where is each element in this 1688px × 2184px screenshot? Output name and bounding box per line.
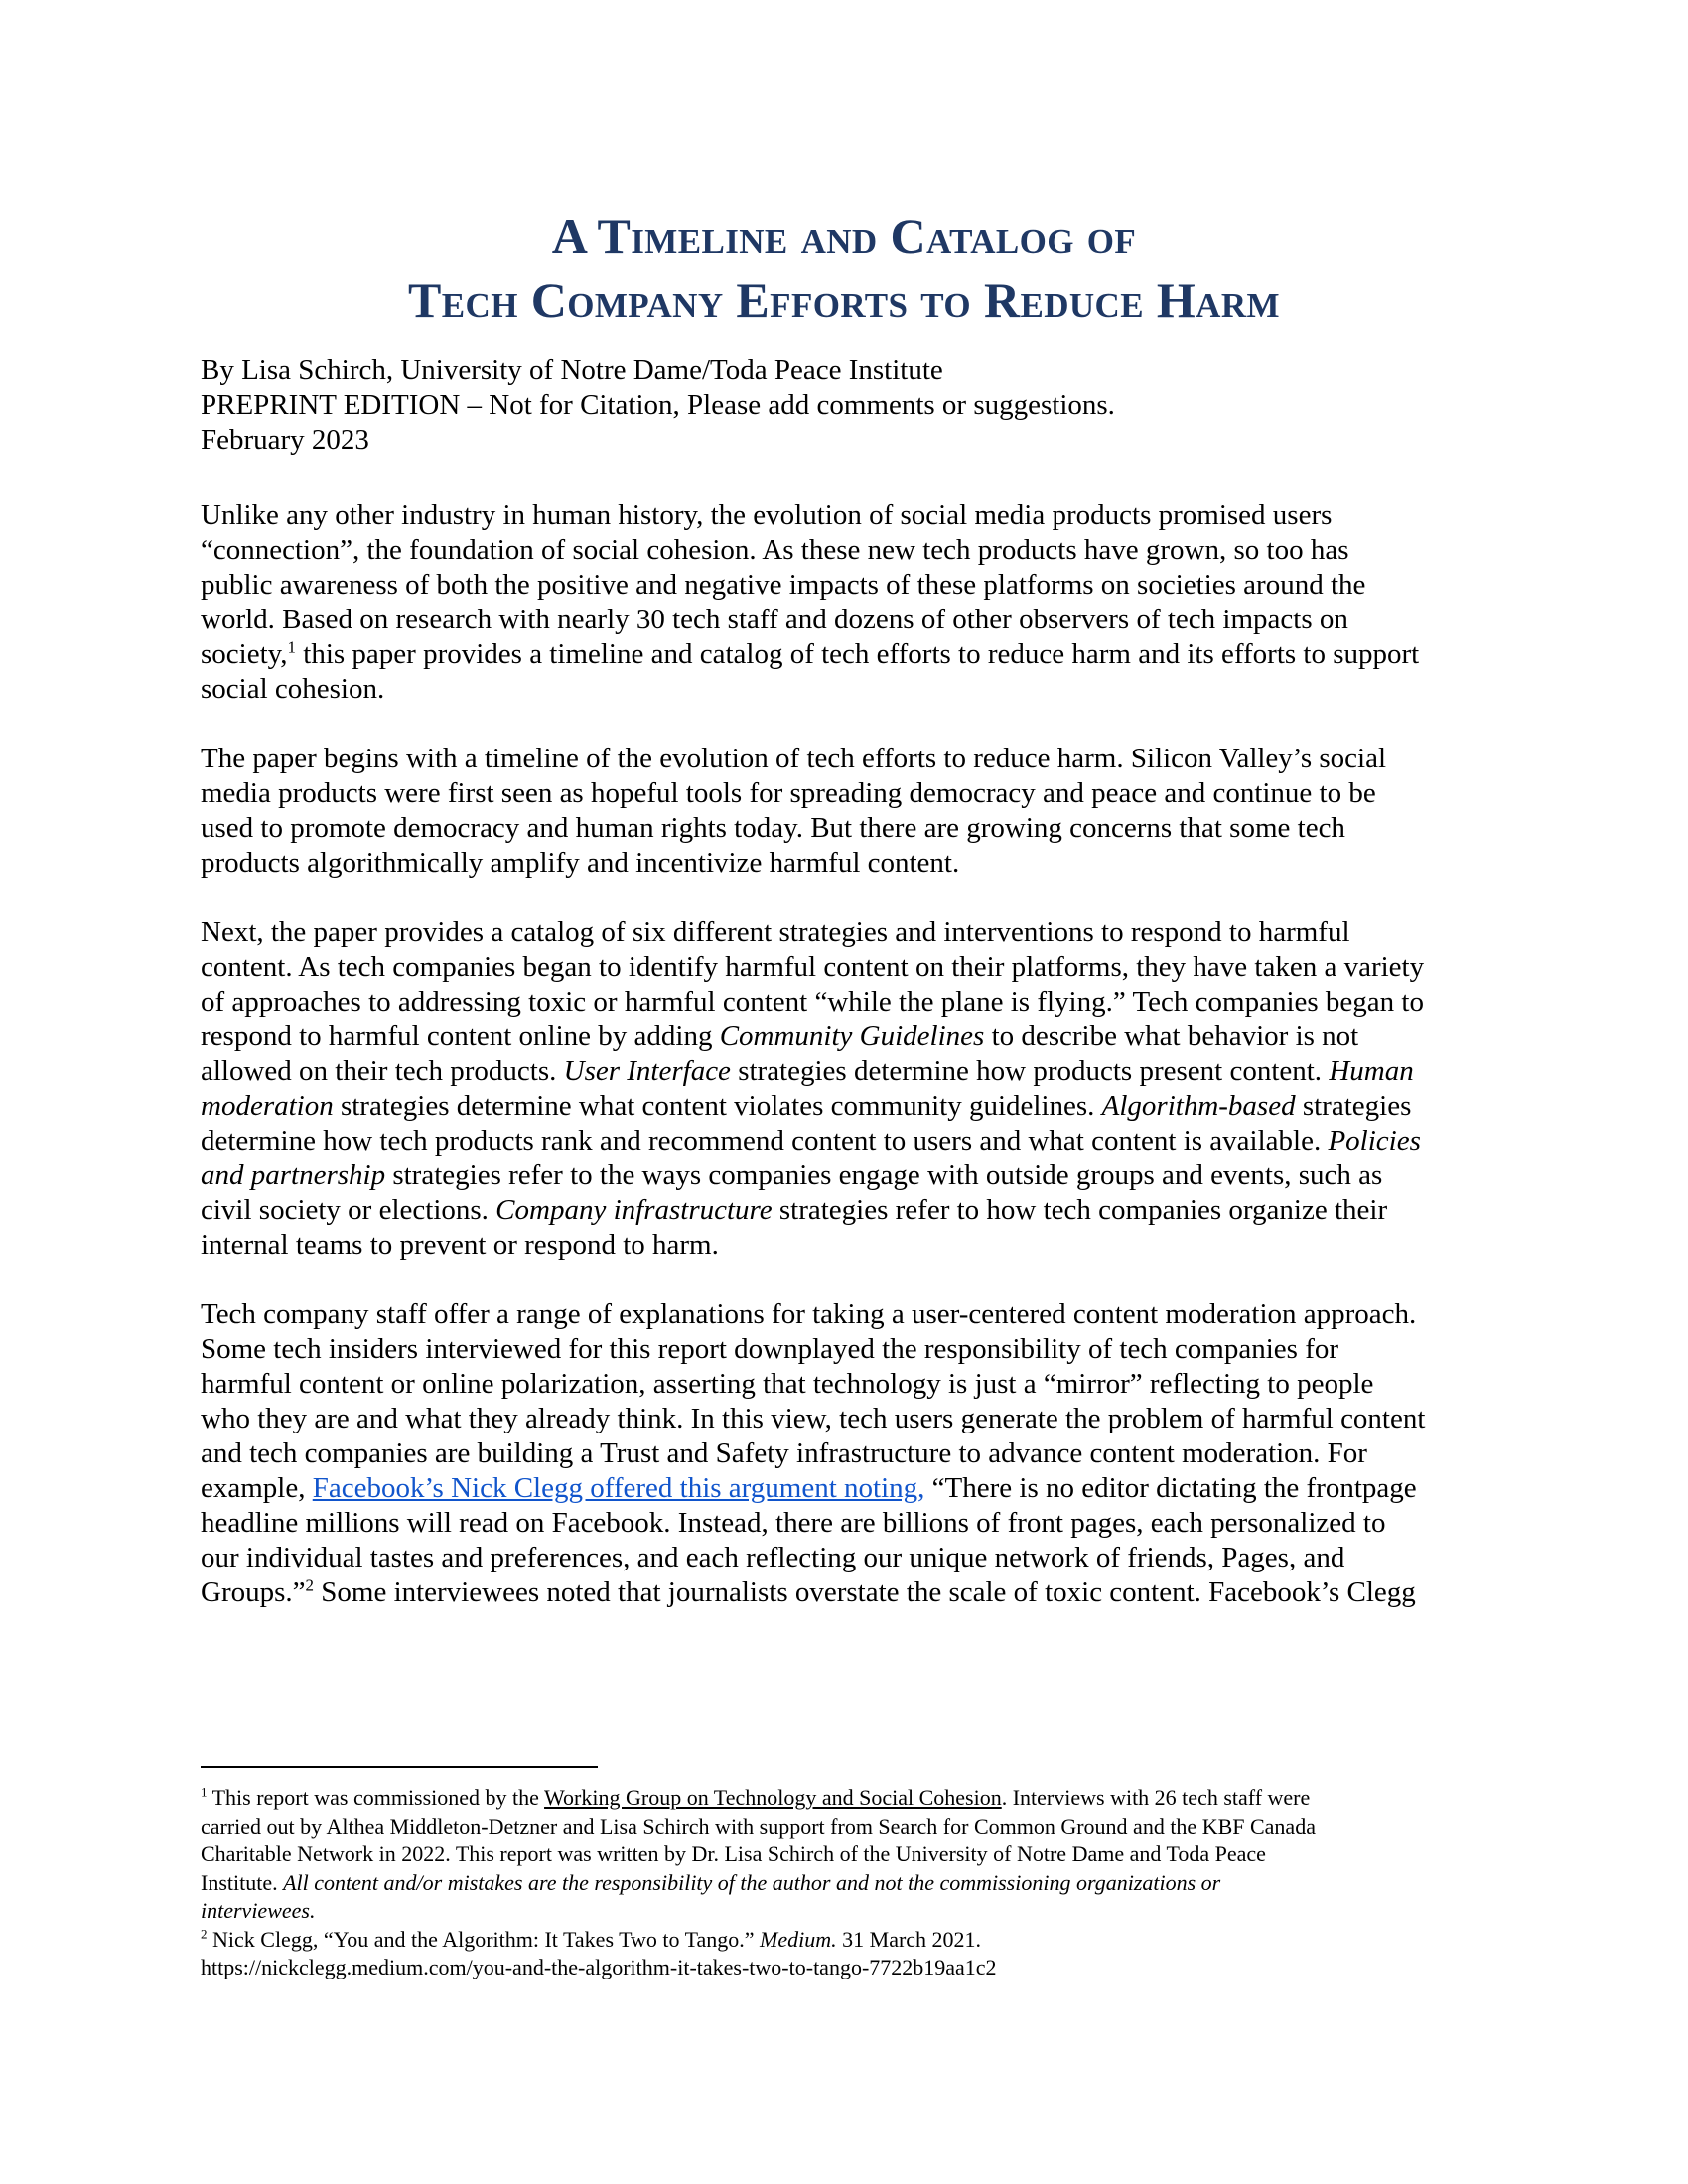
text-line: Some tech insiders interviewed for this report downplayed the responsibility of tech companies for bbox=[201, 1333, 1339, 1365]
text-line: headline millions will read on Facebook. Instead, there are billions of front pages, each personalized to bbox=[201, 1507, 1386, 1539]
text-run: civil society or elections. bbox=[201, 1194, 496, 1226]
text-run: 31 March 2021. bbox=[836, 1926, 982, 1952]
footnotes bbox=[201, 1784, 1491, 1982]
text-line: carried out by Althea Middleton-Detzner and Lisa Schirch with support from Search for Common Ground and the KBF Canada bbox=[201, 1813, 1316, 1839]
text-line bbox=[201, 1054, 1491, 1089]
text-line: harmful content or online polarization, asserting that technology is just a “mirror” reflecting to people bbox=[201, 1368, 1374, 1400]
text-line: social cohesion. bbox=[201, 673, 385, 705]
text-line: “connection”, the foundation of social cohesion. As these new tech products have grown, so too has bbox=[201, 534, 1349, 566]
text-run: society, bbox=[201, 638, 288, 670]
text-run: This report was commissioned by the bbox=[207, 1785, 545, 1810]
text-line bbox=[201, 1124, 1491, 1159]
text-line: our individual tastes and preferences, and each reflecting our unique network of friends, Pages, and bbox=[201, 1542, 1345, 1573]
date-line: February 2023 bbox=[201, 424, 369, 456]
edition-line: PREPRINT EDITION – Not for Citation, Please add comments or suggestions. bbox=[201, 389, 1115, 421]
text-line: Next, the paper provides a catalog of six different strategies and interventions to respond to harmful bbox=[201, 916, 1350, 948]
body-text bbox=[201, 498, 1491, 1645]
text-line bbox=[201, 1575, 1491, 1610]
emphasis: Human bbox=[1329, 1055, 1414, 1087]
document-title bbox=[0, 205, 1688, 332]
paragraph-explanations bbox=[201, 1297, 1491, 1610]
text-line bbox=[201, 1089, 1491, 1124]
text-line: Unlike any other industry in human history, the evolution of social media products promised users bbox=[201, 499, 1333, 531]
text-line: media products were first seen as hopeful tools for spreading democracy and peace and continue to be bbox=[201, 777, 1376, 809]
medium-article-url[interactable]: https://nickclegg.medium.com/you-and-the-algorithm-it-takes-two-to-tango-7722b19aa1c2 bbox=[201, 1955, 997, 1979]
text-line: Tech company staff offer a range of explanations for taking a user-centered content moderation approach. bbox=[201, 1298, 1417, 1330]
text-run: determine how tech products rank and recommend content to users and what content is available. bbox=[201, 1125, 1329, 1157]
emphasis: User Interface bbox=[563, 1055, 731, 1087]
text-line: The paper begins with a timeline of the evolution of tech efforts to reduce harm. Silicon Valley’s social bbox=[201, 743, 1387, 774]
text-run: Some interviewees noted that journalists overstate the scale of toxic content. Facebook’s Clegg bbox=[314, 1576, 1416, 1608]
text-run: allowed on their tech products. bbox=[201, 1055, 564, 1087]
byline bbox=[201, 353, 1491, 458]
footnote-2 bbox=[201, 1926, 1491, 1955]
emphasis: All content and/or mistakes are the responsibility of the author and not the commissioning organizations or bbox=[283, 1869, 1221, 1895]
text-line: and tech companies are building a Trust and Safety infrastructure to advance content moderation. For bbox=[201, 1437, 1367, 1469]
text-line bbox=[201, 637, 1491, 672]
clegg-article-link[interactable]: Facebook’s Nick Clegg offered this argument noting, bbox=[312, 1472, 925, 1504]
text-line: world. Based on research with nearly 30 tech staff and dozens of other observers of tech impacts on bbox=[201, 604, 1348, 635]
text-line: Charitable Network in 2022. This report was written by Dr. Lisa Schirch of the University of Notre Dame and Toda Peace bbox=[201, 1842, 1266, 1866]
text-run: . Interviews with 26 tech staff were bbox=[1001, 1785, 1311, 1810]
text-line: who they are and what they already think. In this view, tech users generate the problem of harmful content bbox=[201, 1403, 1426, 1434]
text-line bbox=[201, 1897, 1491, 1926]
text-line bbox=[201, 1471, 1491, 1506]
text-run: respond to harmful content online by adding bbox=[201, 1021, 720, 1052]
text-run: “There is no editor dictating the frontpage bbox=[924, 1472, 1417, 1504]
paragraph-timeline bbox=[201, 742, 1491, 881]
working-group-link[interactable]: Working Group on Technology and Social Cohesion bbox=[544, 1785, 1002, 1810]
text-line: of approaches to addressing toxic or harmful content “while the plane is flying.” Tech companies began to bbox=[201, 986, 1424, 1018]
text-run: Institute. bbox=[201, 1869, 284, 1895]
text-run: strategies bbox=[1295, 1090, 1412, 1122]
text-line: products algorithmically amplify and incentivize harmful content. bbox=[201, 847, 960, 879]
text-run: strategies refer to how tech companies organize their bbox=[772, 1194, 1388, 1226]
text-line bbox=[201, 1193, 1491, 1228]
text-run: strategies determine how products present content. bbox=[730, 1055, 1330, 1087]
text-run: example, bbox=[201, 1472, 313, 1504]
title-line-1: A Timeline and Catalog of bbox=[551, 208, 1137, 264]
paragraph-catalog bbox=[201, 915, 1491, 1263]
emphasis: Community Guidelines bbox=[719, 1021, 985, 1052]
text-line bbox=[201, 1159, 1491, 1193]
text-run: Nick Clegg, “You and the Algorithm: It Takes Two to Tango.” bbox=[207, 1926, 761, 1952]
text-run: Groups.” bbox=[201, 1576, 306, 1608]
footnote-ref-1[interactable]: 1 bbox=[287, 637, 297, 657]
title-line-2: Tech Company Efforts to Reduce Harm bbox=[408, 272, 1280, 328]
footnote-ref-2[interactable]: 2 bbox=[305, 1575, 315, 1595]
paragraph-intro bbox=[201, 498, 1491, 707]
emphasis: Policies bbox=[1328, 1125, 1421, 1157]
author-line: By Lisa Schirch, University of Notre Dame/Toda Peace Institute bbox=[201, 354, 943, 386]
text-run: this paper provides a timeline and catalog of tech efforts to reduce harm and its efforts to support bbox=[296, 638, 1420, 670]
text-run: strategies determine what content violates community guidelines. bbox=[333, 1090, 1102, 1122]
text-line: public awareness of both the positive and negative impacts of these platforms on societies around the bbox=[201, 569, 1366, 601]
emphasis: Algorithm-based bbox=[1101, 1090, 1296, 1122]
text-line bbox=[201, 1869, 1491, 1898]
footnote-1 bbox=[201, 1784, 1491, 1813]
text-line: internal teams to prevent or respond to harm. bbox=[201, 1229, 719, 1261]
footnote-number: 1 bbox=[201, 1784, 208, 1800]
text-line bbox=[201, 1020, 1491, 1054]
emphasis: Medium. bbox=[760, 1926, 837, 1952]
emphasis: interviewees. bbox=[201, 1898, 316, 1923]
emphasis: Company infrastructure bbox=[495, 1194, 773, 1226]
text-run: to describe what behavior is not bbox=[984, 1021, 1359, 1052]
footnote-number: 2 bbox=[201, 1926, 208, 1942]
text-run: strategies refer to the ways companies engage with outside groups and events, such as bbox=[385, 1160, 1383, 1191]
footnote-divider bbox=[201, 1766, 598, 1768]
text-line: used to promote democracy and human rights today. But there are growing concerns that some tech bbox=[201, 812, 1345, 844]
emphasis: and partnership bbox=[201, 1160, 386, 1191]
emphasis: moderation bbox=[201, 1090, 334, 1122]
text-line: content. As tech companies began to identify harmful content on their platforms, they have taken a variety bbox=[201, 951, 1425, 983]
